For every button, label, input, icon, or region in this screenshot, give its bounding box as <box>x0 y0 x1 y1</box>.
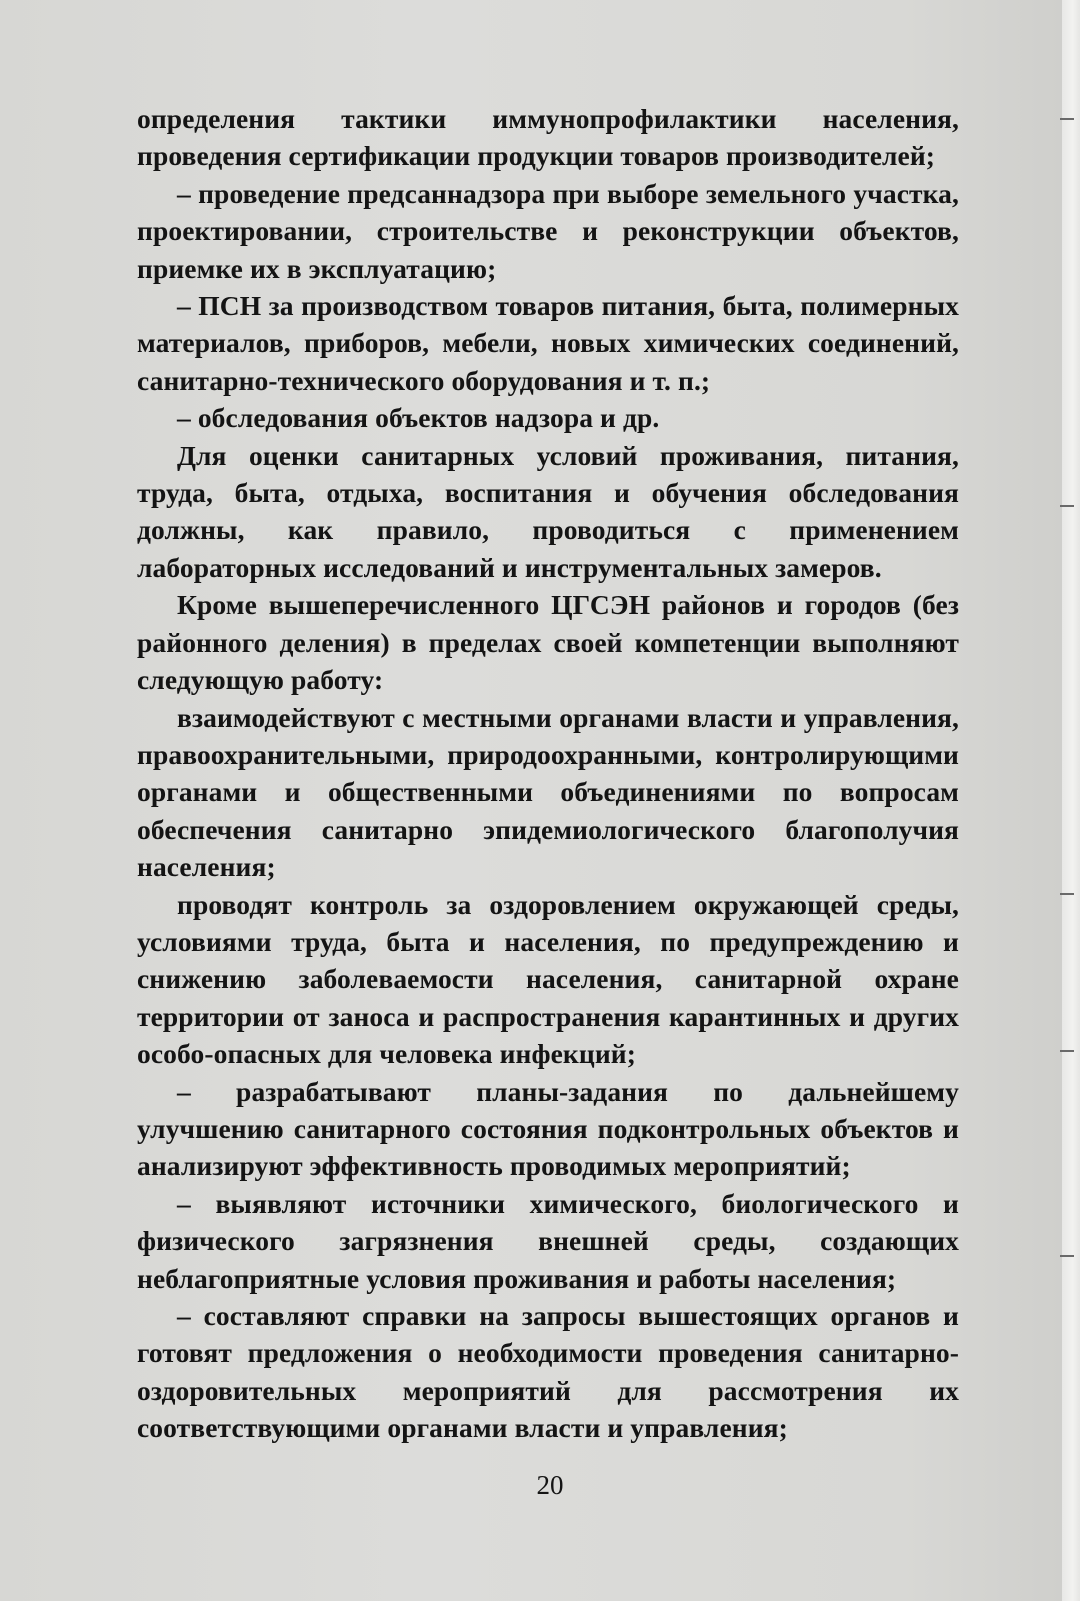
paragraph-11: – составляют справки на запросы вышестоящих органов и готовят предложения о необходимости проведения санитарно-оздоровительных мероприятий для рассмотрения их соответствующими органами власти и управления; <box>137 1300 959 1444</box>
edge-mark <box>1060 505 1074 507</box>
paragraph-8: проводят контроль за оздоровлением окружающей среды, условиями труда, быта и населения, по предупреждению и снижению заболеваемости населения, санитарной охране территории от заноса и распространения карантинных и других особо-опасных для человека инфекций; <box>137 888 959 1070</box>
page-edge <box>1062 0 1080 1601</box>
paragraph-1: определения тактики иммунопрофилактики населения, проведения сертификации продукции товаров производителей; <box>137 103 959 172</box>
paragraph-10: – выявляют источники химического, биологического и физического загрязнения внешней среды, создающих неблагоприятные условия проживания и работы населения; <box>137 1187 959 1294</box>
body-text <box>137 100 959 1447</box>
edge-mark <box>1060 1050 1074 1052</box>
edge-mark <box>1060 1255 1074 1257</box>
paragraph-6: Кроме вышеперечисленного ЦГСЭН районов и городов (без районного деления) в пределах своей компетенции выполняют следующую работу: <box>137 589 959 696</box>
edge-mark <box>1060 118 1074 120</box>
paragraph-3: – ПСН за производством товаров питания, быта, полимерных материалов, приборов, мебели, новых химических соединений, санитарно-технического оборудования и т. п.; <box>137 290 959 396</box>
paragraph-5: Для оценки санитарных условий проживания, питания, труда, быта, отдыха, воспитания и обучения обследования должны, как правило, проводиться с применением лабораторных исследований и инструментальных замеров. <box>137 439 959 583</box>
paragraph-4: – обследования объектов надзора и др. <box>177 402 660 434</box>
paragraph-7: взаимодействуют с местными органами власти и управления, правоохранительными, природоохранными, контролирующими органами и общественными объединениями по вопросам обеспечения санитарно эпидемиологического благополучия населения; <box>137 701 959 883</box>
paragraph-2: – проведение предсаннадзора при выборе земельного участка, проектировании, строительстве и реконструкции объектов, приемке их в эксплуатацию; <box>137 177 959 284</box>
edge-mark <box>1060 893 1074 895</box>
paragraph-9: – разрабатывают планы-задания по дальнейшему улучшению санитарного состояния подконтрольных объектов и анализируют эффективность проводимых мероприятий; <box>137 1075 959 1182</box>
page-number: 20 <box>536 1470 564 1500</box>
